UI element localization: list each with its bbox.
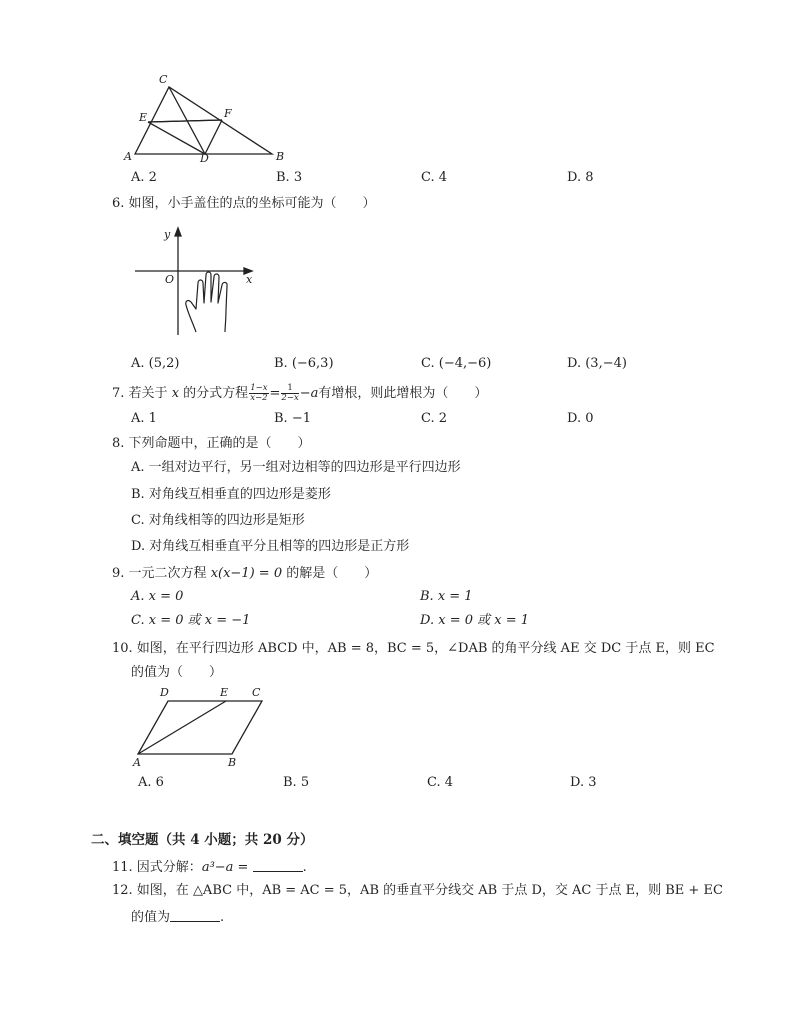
label-f: F: [224, 107, 232, 120]
q6-option-d[interactable]: D. (3,−4): [567, 356, 627, 371]
q9-option-d[interactable]: D. x = 0 或 x = 1: [420, 613, 530, 628]
q8-option-c[interactable]: C. 对角线相等的四边形是矩形: [131, 513, 305, 528]
q7-fraction-1: $\frac{1-x}{x-2}$: [250, 383, 268, 403]
q5-triangle-figure: [118, 72, 298, 164]
q5-option-d[interactable]: D. 8: [567, 170, 594, 185]
label-e: E: [220, 686, 229, 699]
section-title: 二、填空题（共 4 小题；共 20 分）: [91, 832, 314, 848]
q12-stem-line2: 的值为 .: [131, 910, 225, 925]
label-c: C: [159, 73, 168, 86]
q9-option-b[interactable]: B. x = 1: [420, 589, 473, 604]
label-a: A: [133, 756, 141, 769]
q10-option-c[interactable]: C. 4: [427, 775, 454, 790]
q11-stem: 11. 因式分解：a³−a = .: [112, 860, 307, 875]
q9-option-a[interactable]: A. x = 0: [131, 589, 184, 604]
q8-option-a[interactable]: A. 一组对边平行，另一组对边相等的四边形是平行四边形: [131, 460, 461, 475]
q12-stem-line1: 12. 如图，在 △ABC 中，AB = AC = 5，AB 的垂直平分线交 AB 于点 D，交 AC 于点 E，则 BE + EC: [112, 883, 723, 898]
q5-option-c[interactable]: C. 4: [421, 170, 448, 185]
q5-option-b[interactable]: B. 3: [276, 170, 303, 185]
q7-fraction-2: $\frac{1}{2-x}$: [281, 383, 299, 403]
q6-stem: 6. 如图，小手盖住的点的坐标可能为（ ）: [112, 196, 376, 211]
label-b: B: [276, 150, 285, 163]
q7-option-d[interactable]: D. 0: [567, 411, 594, 426]
q6-option-b[interactable]: B. (−6,3): [274, 356, 334, 371]
axis-x-label: x: [246, 273, 253, 286]
label-e: E: [139, 111, 148, 124]
q5-option-a[interactable]: A. 2: [131, 170, 157, 185]
label-d: D: [160, 686, 169, 699]
axis-y-label: y: [164, 228, 171, 241]
q9-stem: 9. 一元二次方程 x(x−1) = 0 的解是（ ）: [112, 566, 378, 581]
q8-option-b[interactable]: B. 对角线互相垂直的四边形是菱形: [131, 487, 331, 502]
hand-icon: [186, 272, 227, 332]
q6-option-c[interactable]: C. (−4,−6): [421, 356, 492, 371]
q7-stem: 7. 若关于 x 的分式方程 $\frac{1-x}{x-2}$ = $\frac{1}{2-x}$ −a有增根，则此增根为（ ）: [112, 383, 488, 403]
q7-option-b[interactable]: B. −1: [274, 411, 311, 426]
q6-coordinate-figure: [130, 225, 260, 337]
q8-stem: 8. 下列命题中，正确的是（ ）: [112, 436, 311, 451]
q7-option-c[interactable]: C. 2: [421, 411, 448, 426]
q7-option-a[interactable]: A. 1: [131, 411, 157, 426]
q10-stem-line1: 10. 如图，在平行四边形 ABCD 中，AB = 8，BC = 5，∠DAB 的角平分线 AE 交 DC 于点 E，则 EC: [112, 641, 715, 656]
q10-option-a[interactable]: A. 6: [138, 775, 164, 790]
q10-stem-line2: 的值为（ ）: [131, 665, 223, 680]
label-c: C: [252, 686, 261, 699]
axis-origin-label: O: [165, 273, 175, 286]
label-d: D: [200, 152, 209, 164]
q10-parallelogram-figure: [128, 684, 278, 770]
label-a: A: [124, 150, 132, 163]
q11-answer-blank[interactable]: [253, 859, 303, 872]
label-b: B: [228, 756, 237, 769]
q8-option-d[interactable]: D. 对角线互相垂直平分且相等的四边形是正方形: [131, 539, 410, 554]
q12-answer-blank[interactable]: [170, 909, 220, 922]
q6-option-a[interactable]: A. (5,2): [131, 356, 180, 371]
q9-option-c[interactable]: C. x = 0 或 x = −1: [131, 613, 251, 628]
q10-option-d[interactable]: D. 3: [570, 775, 597, 790]
q10-option-b[interactable]: B. 5: [283, 775, 310, 790]
